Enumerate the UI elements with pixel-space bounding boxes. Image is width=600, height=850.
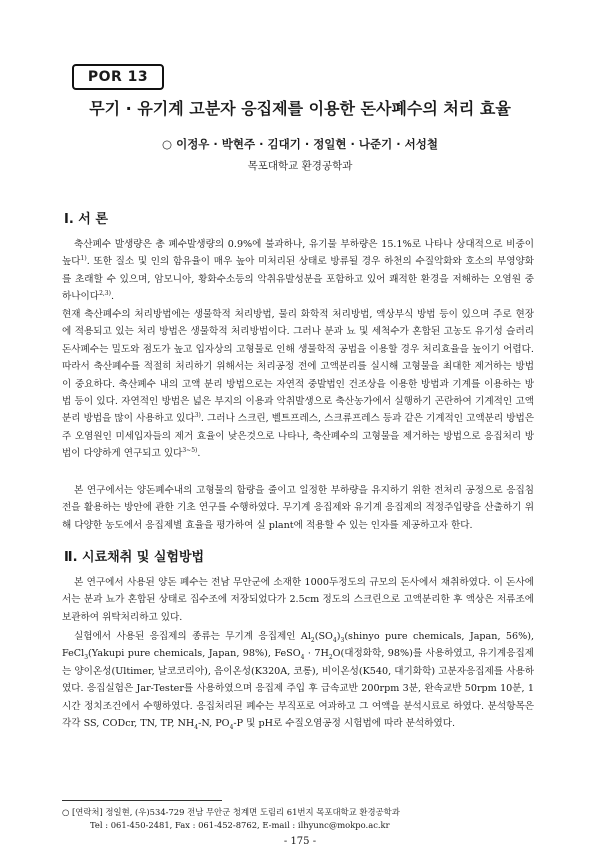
paper-title: 무기 · 유기계 고분자 응집제를 이용한 돈사폐수의 처리 효율: [89, 99, 511, 118]
author-list: ○ 이정우 · 박현주 · 김대기 · 정일현 · 나준기 · 서성철: [162, 137, 438, 151]
methods-paragraph-2: 실험에서 사용된 응집제의 종류는 무기계 응집제인 $Al_2(SO_4)_3(shinyo$ pure chemicals, Japan, 56%), FeCl$_3$(Yakupi pure chemicals, Japan, 98%), FeSO$_4$ · $7H_2O$(대정화학, 98%)를 사용하였고, 유기계응집제는 양이온성(Ultimer, 날코코리아), 음이온성(K320A, 코롱), 비이온성(K540, 대기화학) 고분자응집제를 사용하였다. 응집실험은 Jar-Tester를 사용하였으며 응집제 주입 후 급속교반 200rpm 3분, 완속교반 50rpm 10분, 1시간 정치조건에서 수행하였다. 응집처리된 폐수는 부직포로 여과하고 그 여액을 분석시료로 하였다. 분석항목은 각각 SS, CODcr, TN, TP, $NH_4-N$, $PO_4-P$ 및 pH로 수질오염공정 시험법에 따라 분석하였다.: [62, 631, 534, 731]
footnote-line-1: ○ [연락처] 정일현, (우)534-729 전남 무안군 청계면 도림리 61번지 목포대학교 환경공학과: [62, 807, 400, 817]
intro-paragraph-2: 현재 축산폐수의 처리방법에는 생물학적 처리방법, 물리 화학적 처리방법, 액상부식 방법 등이 있으며 주로 현장에 적용되고 있는 처리 방법은 생물학적 처리방법이다. 그러나 분과 뇨 및 세척수가 혼합된 고농도 유기성 슬러리 돈사폐수는 밀도와 점도가 높고 입자상의 고형물로 인해 생물학적 공법을 이용할 경우 처리효율을 높이기 어렵다. 따라서 축산폐수를 적절히 처리하기 위해서는 처리공정 전에 고액분리를 실시해 고형물을 최대한 제거하는 방법이 중요하다. 축산폐수 내의 고액 분리 방법으로는 자연적 중발법인 건조상을 이용한 방법과 기계를 이용하는 방법 등이 있다. 자연적인 방법은 넓은 부지의 이용과 악취발생으로 축산농가에서 실행하기 곤란하여 기계적인 고액분리 방법을 많이 사용하고 있다$^{3)}$. 그러나 스크린, 벨트프레스, 스크류프레스 등과 같은 기계적인 고액분리 방법은 주 오염원인 미세입자들의 제거 효율이 낮은것으로 나타나, 축산폐수의 고형물을 제거하는 방법으로 응집처리 방법이 다양하게 연구되고 있다$^{3\sim 5)}$.: [62, 309, 535, 460]
intro-paragraph-3: 본 연구에서는 양돈폐수내의 고형물의 함량을 줄이고 일정한 부하량을 유지하기 위한 전처리 공정으로 응집침전을 활용하는 방안에 관한 기초 연구를 수행하였다. 무기계 응집제와 유기계 응집제의 적정주입량을 산출하기 위해 다양한 농도에서 응집제별 효율을 평가하여 실 plant에 적용할 수 있는 인자를 제공하고자 한다.: [62, 485, 534, 531]
footnote-line-2: Tel : 061-450-2481, Fax : 061-452-8762, E-mail : ilhyunc@mokpo.ac.kr: [90, 820, 390, 830]
page-number: - 175 -: [283, 836, 317, 847]
contact-footnote: [62, 806, 534, 832]
section-heading-introduction: Ⅰ. 서 론: [64, 212, 108, 227]
footnote-divider: [62, 800, 222, 801]
affiliation: 목포대학교 환경공학과: [247, 160, 353, 172]
section-heading-methods: Ⅱ. 시료채취 및 실험방법: [64, 550, 205, 565]
methods-paragraph-1: 본 연구에서 사용된 양돈 폐수는 전남 무안군에 소재한 1000두정도의 규모의 돈사에서 채취하였다. 이 돈사에서는 분과 뇨가 혼합된 상태로 집수조에 저장되었다가 2.5cm 정도의 스크린으로 고액분리한 후 액상은 저류조에 보관하여 위탁처리하고 있다.: [62, 577, 534, 623]
intro-paragraph-1: 축산폐수 발생량은 총 폐수발생량의 0.9%에 불과하나, 유기물 부하량은 15.1%로 나타나 상대적으로 비중이 높다$^{1)}$. 또한 질소 및 인의 함유율이 매우 높아 미처리된 상태로 방류될 경우 하천의 수질악화와 호소의 부영양화를 초래할 수 있으며, 암모니아, 황화수소등의 악취유발성분을 포함하고 있어 쾌적한 환경을 저해하는 오염원 중 하나이다$^{2,3)}$.: [62, 239, 534, 303]
paper-id-badge: POR 13: [72, 64, 164, 90]
